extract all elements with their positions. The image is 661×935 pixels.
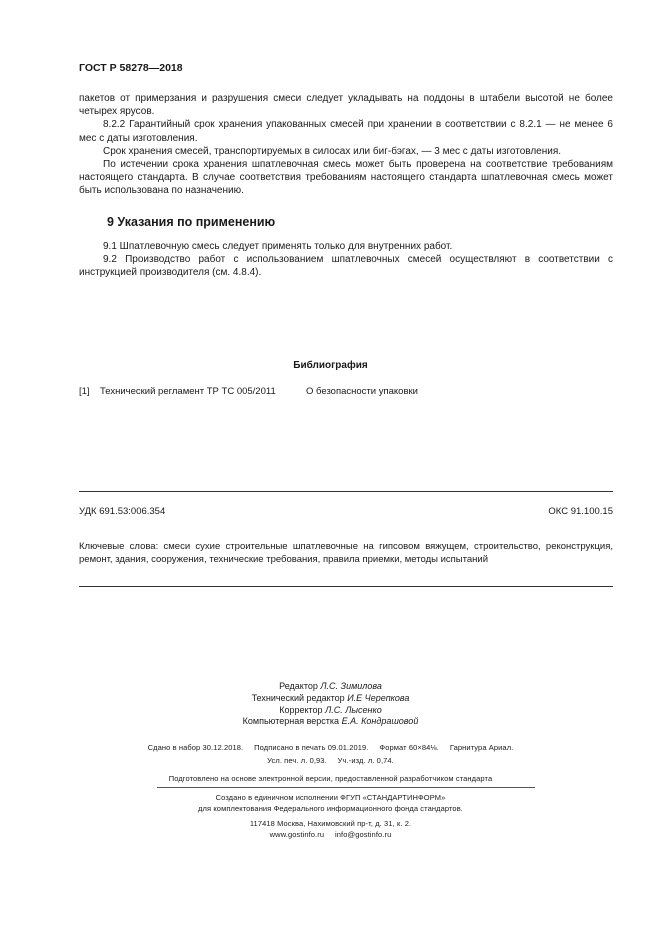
udc-code: УДК 691.53:006.354 xyxy=(79,506,166,517)
bibliography-entry-number: [1] xyxy=(79,386,90,397)
imprint-line: 117418 Москва, Нахимовский пр-т, д. 31, к. 2. xyxy=(249,819,412,828)
imprint-line: Усл. печ. л. 0,93. Уч.-изд. л. 0,74. xyxy=(267,756,394,765)
credits xyxy=(0,681,661,728)
imprint-line: Сдано в набор 30.12.2018. Подписано в печать 09.01.2019. Формат 60×84⅛. Гарнитура Ариал. xyxy=(147,743,514,752)
paragraph: По истечении срока хранения шпатлевочная смесь может быть проверена на соответствие требованиям настоящего стандарта. В случае соответствия требованиям настоящего стандарта шпатлевочная смесь может быть использована по назначению. xyxy=(79,159,613,197)
imprint-line: Создано в единичном исполнении ФГУП «СТАНДАРТИНФОРМ» xyxy=(215,793,446,802)
credit-editor: Редактор Л.С. Зимилова xyxy=(279,681,382,691)
paragraph: 8.2.2 Гарантийный срок хранения упакованных смесей при хранении в соответствии с 8.2.1 — не менее 6 мес с даты изготовления. xyxy=(79,119,613,144)
section-title: 9 Указания по применению xyxy=(107,215,276,229)
divider xyxy=(79,491,613,492)
paragraph: 9.1 Шпатлевочную смесь следует применять только для внутренних работ. xyxy=(103,241,453,252)
paragraph: Срок хранения смесей, транспортируемых в силосах или биг-бэгах, — 3 мес с даты изготовления. xyxy=(103,145,562,157)
divider xyxy=(157,787,535,788)
paragraph: 9.2 Производство работ с использованием шпатлевочных смесей осуществляют в соответствии с инструкцией производителя (см. 4.8.4). xyxy=(79,254,613,279)
bibliography-entry-name: О безопасности упаковки xyxy=(306,386,418,397)
section-8-text xyxy=(79,92,613,198)
bibliography-entry-document: Технический регламент ТР ТС 005/2011 xyxy=(100,386,276,397)
bibliography-title: Библиография xyxy=(293,360,368,371)
keywords: Ключевые слова: смеси сухие строительные шпатлевочные на гипсовом вяжущем, строительство, реконструкция, ремонт, здания, сооружения, технические требования, правила приемки, методы испытаний xyxy=(79,541,613,566)
imprint-line: www.gostinfo.ru info@gostinfo.ru xyxy=(269,830,392,839)
credit-corrector: Корректор Л.С. Лысенко xyxy=(279,704,382,715)
credit-tech-editor: Технический редактор И.Е Черепкова xyxy=(251,692,410,703)
imprint-line: Подготовлено на основе электронной версии, предоставленной разработчиком стандарта xyxy=(168,774,493,783)
oks-code: ОКС 91.100.15 xyxy=(548,506,613,517)
imprint-line: для комплектования Федерального информационного фонда стандартов. xyxy=(198,804,463,813)
document-header: ГОСТ Р 58278—2018 xyxy=(79,62,183,74)
paragraph: пакетов от примерзания и разрушения смеси следует укладывать на поддоны в штабели высотой не более четырех ярусов. xyxy=(79,93,613,118)
credit-layout: Компьютерная верстка Е.А. Кондрашовой xyxy=(242,716,419,727)
section-9-text xyxy=(79,240,613,280)
divider xyxy=(79,586,613,587)
